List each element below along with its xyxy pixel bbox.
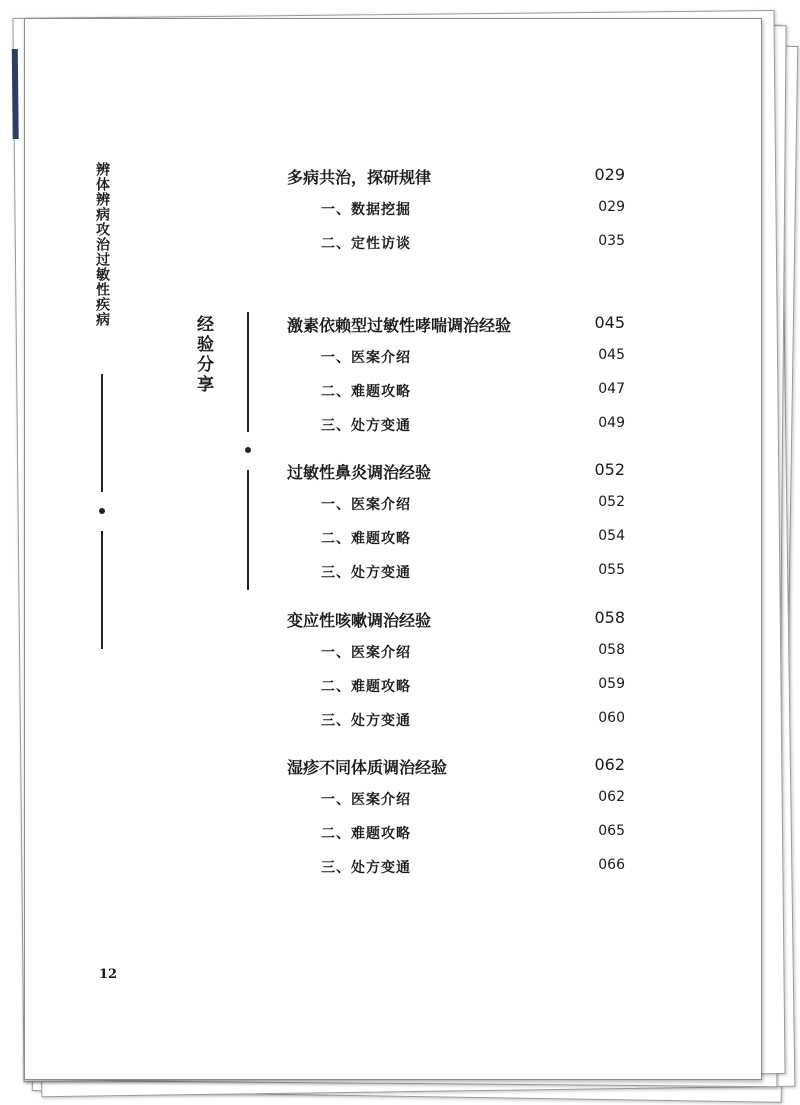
page-number: 12 xyxy=(99,967,118,982)
section-rule-bottom xyxy=(247,470,249,590)
toc-item-title[interactable]: 三、处方变通 xyxy=(321,565,411,581)
toc-item-title[interactable]: 三、处方变通 xyxy=(321,860,411,876)
toc-item-title[interactable]: 一、医案介绍 xyxy=(321,792,411,808)
toc-item-title[interactable]: 三、处方变通 xyxy=(321,713,411,729)
toc-chapter-title[interactable]: 多病共治，探研规律 xyxy=(287,168,432,187)
toc-item-page: 062 xyxy=(598,789,625,805)
running-title: 辨体辨病攻治过敏性疾病 xyxy=(94,162,110,327)
margin-dot xyxy=(99,508,105,514)
toc-chapter-page: 062 xyxy=(594,755,625,774)
toc-item-title[interactable]: 一、数据挖掘 xyxy=(321,202,411,218)
toc-item-title[interactable]: 三、处方变通 xyxy=(321,418,411,434)
toc-item-page: 035 xyxy=(598,233,625,249)
toc-item-page: 052 xyxy=(598,494,625,510)
toc-item-page: 055 xyxy=(598,562,625,578)
section-title: 经验分享 xyxy=(193,315,213,395)
toc-item-title[interactable]: 二、难题攻略 xyxy=(321,826,411,842)
toc-item-title[interactable]: 二、难题攻略 xyxy=(321,384,411,400)
toc-chapter-page: 058 xyxy=(594,608,625,627)
book-page xyxy=(24,18,762,1080)
toc-item-page: 047 xyxy=(598,381,625,397)
toc-item-page: 060 xyxy=(598,710,625,726)
toc-chapter-title[interactable]: 过敏性鼻炎调治经验 xyxy=(287,463,432,482)
toc-chapter-title[interactable]: 湿疹不同体质调治经验 xyxy=(287,758,448,777)
margin-rule-top xyxy=(101,374,103,492)
toc-chapter-page: 045 xyxy=(594,313,625,332)
toc-chapter-title[interactable]: 激素依赖型过敏性哮喘调治经验 xyxy=(287,316,512,335)
toc-item-title[interactable]: 一、医案介绍 xyxy=(321,350,411,366)
toc-item-page: 066 xyxy=(598,857,625,873)
margin-rule-bottom xyxy=(101,531,103,649)
section-dot xyxy=(245,447,251,453)
toc-item-title[interactable]: 二、难题攻略 xyxy=(321,679,411,695)
toc-item-title[interactable]: 二、难题攻略 xyxy=(321,531,411,547)
toc-chapter-page: 052 xyxy=(594,460,625,479)
toc-item-title[interactable]: 二、定性访谈 xyxy=(321,236,411,252)
toc-item-page: 058 xyxy=(598,642,625,658)
section-rule-top xyxy=(247,312,249,432)
toc-chapter-page: 029 xyxy=(594,165,625,184)
toc-item-title[interactable]: 一、医案介绍 xyxy=(321,497,411,513)
toc-item-page: 045 xyxy=(598,347,625,363)
toc-item-page: 029 xyxy=(598,199,625,215)
toc-item-page: 049 xyxy=(598,415,625,431)
toc-item-page: 065 xyxy=(598,823,625,839)
toc-chapter-title[interactable]: 变应性咳嗽调治经验 xyxy=(287,611,432,630)
toc-item-page: 059 xyxy=(598,676,625,692)
toc-item-title[interactable]: 一、医案介绍 xyxy=(321,645,411,661)
toc-item-page: 054 xyxy=(598,528,625,544)
